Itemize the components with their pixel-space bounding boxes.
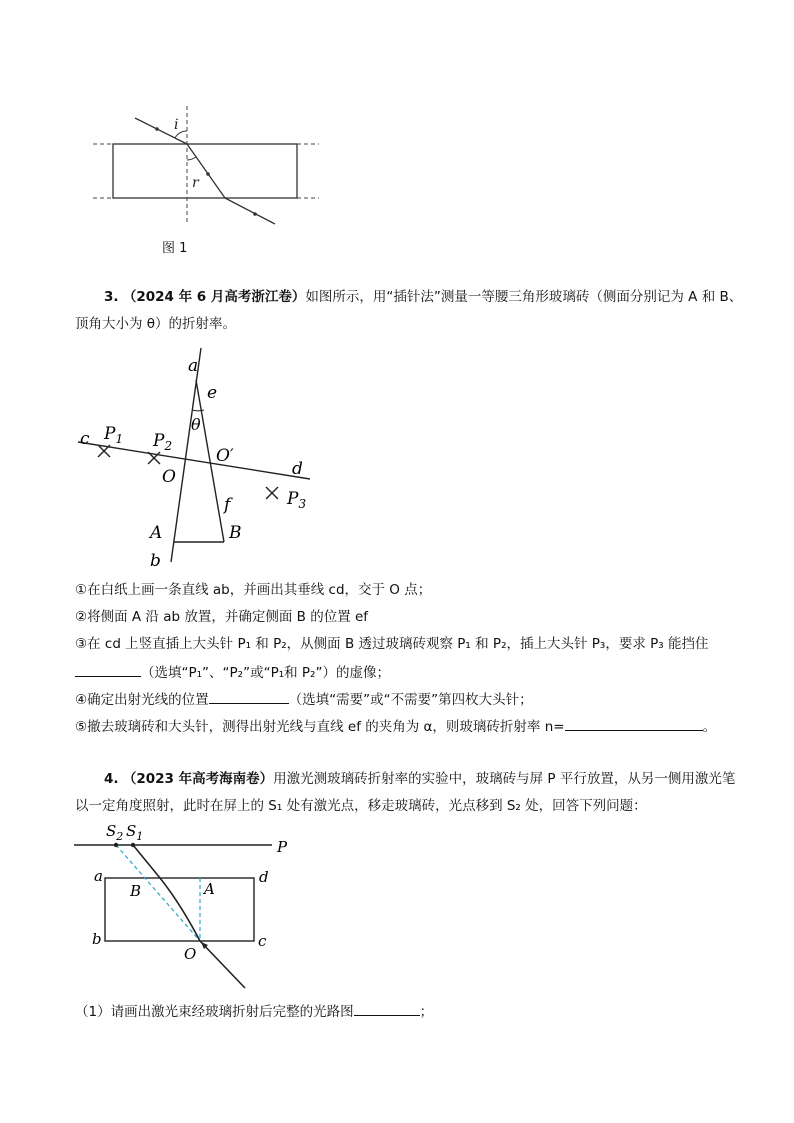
q3-stem-b: 顶角大小为 θ）的折射率。: [75, 316, 237, 332]
label-o-prime: O′: [216, 446, 234, 466]
label-p2: $P_2$: [153, 431, 173, 453]
q3-step4: ④确定出射光线的位置 （选填“需要”或“不需要”第四枚大头针；: [75, 689, 533, 709]
label-p3: $P_3$: [287, 489, 307, 511]
q3-step5: ⑤撤去玻璃砖和大头针，测得出射光线与直线 ef 的夹角为 α，则玻璃砖折射率 n= 。: [75, 716, 716, 736]
label-o: O: [184, 945, 197, 963]
label-a: a: [188, 356, 199, 376]
q3-source: （2024 年 6 月高考浙江卷）: [122, 289, 306, 305]
label-A: A: [204, 880, 215, 898]
label-d: d: [292, 459, 303, 479]
q4-sub1: （1）请画出激光束经玻璃折射后完整的光路图 ；: [75, 1001, 433, 1021]
label-i: i: [174, 117, 179, 133]
label-screen-p: P: [277, 838, 288, 856]
label-theta: θ: [191, 415, 201, 434]
label-s1: $S_1$: [126, 822, 144, 843]
label-s2: $S_2$: [106, 822, 124, 843]
label-b: b: [92, 930, 102, 948]
label-c: c: [258, 932, 267, 950]
label-A: A: [150, 523, 163, 543]
q3-step3-line1: ③在 cd 上竖直插上大头针 P₁ 和 P₂，从侧面 B 透过玻璃砖观察 P₁ 和 P₂，插上大头针 P₃，要求 P₃ 能挡住: [75, 636, 709, 652]
label-f: f: [224, 495, 231, 515]
answer-blank-q4-1[interactable]: [354, 1001, 420, 1016]
label-a: a: [94, 867, 103, 885]
figure-1: [85, 100, 325, 265]
q4-stem-a: 用激光测玻璃砖折射率的实验中，玻璃砖与屏 P 平行放置，从另一侧用激光笔: [273, 771, 736, 787]
q4-number: 4.: [104, 771, 119, 787]
answer-blank-step5[interactable]: [565, 716, 703, 731]
figure-1-caption: 图 1: [162, 241, 188, 256]
answer-blank-step3[interactable]: [75, 662, 141, 677]
answer-blank-step4[interactable]: [209, 689, 289, 704]
label-p1: $P_1$: [104, 424, 124, 446]
q4-source: （2023 年高考海南卷）: [122, 771, 274, 787]
q3-figure: [70, 340, 320, 572]
q4-figure: [70, 818, 300, 994]
label-d: d: [259, 868, 269, 886]
q3-number: 3.: [104, 289, 119, 305]
q3-stem-line1: [104, 288, 742, 306]
q3-step3-line2: （选填“P₁”、“P₂”或“P₁和 P₂”）的虚像；: [75, 662, 390, 682]
label-o: O: [162, 467, 176, 487]
label-B: B: [229, 523, 242, 543]
label-r: r: [192, 175, 199, 191]
label-e: e: [207, 383, 218, 403]
label-c: c: [80, 429, 90, 449]
q3-step1: ①在白纸上画一条直线 ab，并画出其垂线 cd，交于 O 点；: [75, 582, 432, 598]
q3-stem-a: 如图所示，用“插针法”测量一等腰三角形玻璃砖（侧面分别记为 A 和 B、: [305, 289, 743, 305]
q4-stem-line1: [104, 770, 735, 788]
q4-stem-b: 以一定角度照射，此时在屏上的 S₁ 处有激光点，移走玻璃砖，光点移到 S₂ 处，回答下列问题：: [75, 798, 647, 814]
label-b: b: [150, 551, 161, 571]
label-B: B: [130, 882, 142, 900]
q3-step2: ②将侧面 A 沿 ab 放置，并确定侧面 B 的位置 ef: [75, 609, 369, 625]
